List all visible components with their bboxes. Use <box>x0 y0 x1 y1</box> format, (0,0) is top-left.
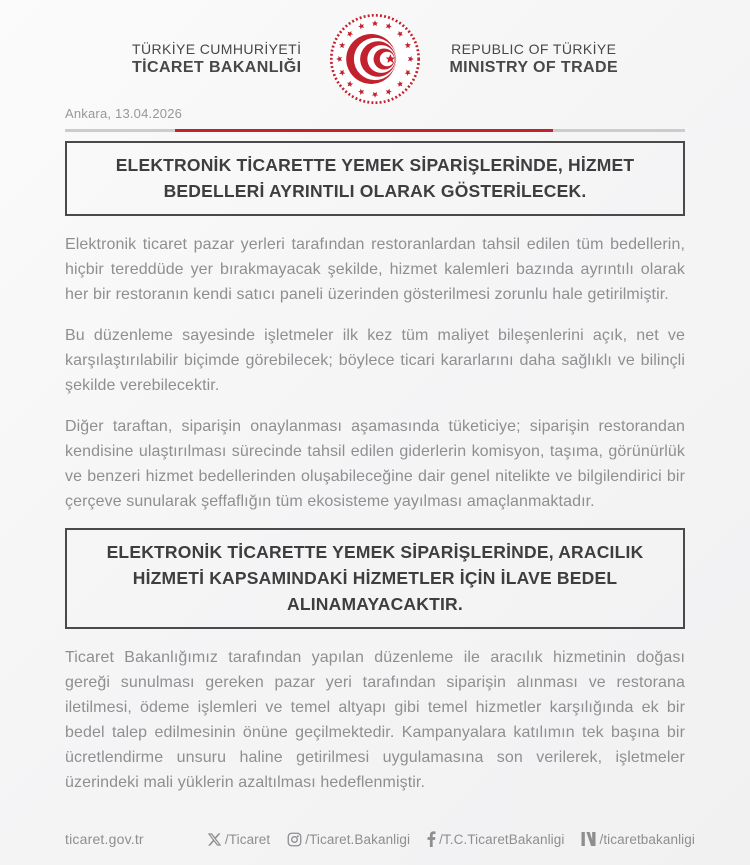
ministry-name-english <box>449 41 618 77</box>
ministry-of-trade-emblem-icon <box>327 11 423 107</box>
footer <box>0 831 750 865</box>
social-link-instagram[interactable] <box>287 832 410 847</box>
social-link-x[interactable] <box>207 832 270 847</box>
divider-rule <box>65 129 685 132</box>
social-handle: /ticaretbakanligi <box>599 831 695 847</box>
social-links <box>207 831 695 847</box>
ministry-name-en-line2: MINISTRY OF TRADE <box>449 59 619 76</box>
dateline: Ankara, 13.04.2026 <box>65 106 183 121</box>
headline-1: ELEKTRONİK TİCARETTE YEMEK SİPARİŞLERİNDE, HİZMET BEDELLERİ AYRINTILI OLARAK GÖSTERİLECEK. <box>115 155 635 201</box>
headline-box-2 <box>65 528 685 629</box>
header <box>0 0 750 104</box>
social-handle: /Ticaret <box>224 831 271 847</box>
website-link[interactable]: ticaret.gov.tr <box>65 831 144 847</box>
ministry-name-tr-line2: TİCARET BAKANLIĞI <box>131 59 302 76</box>
facebook-icon <box>427 831 436 847</box>
paragraph-2: Bu düzenleme sayesinde işletmeler ilk kez tüm maliyet bileşenlerini açık, net ve karşılaştırılabilir biçimde görebilecek; böylece ticari kararlarını daha sağlıklı ve bilinçli şekilde verebilecektir. <box>65 327 685 394</box>
social-handle: /T.C.TicaretBakanligi <box>439 831 565 847</box>
nsosyal-icon <box>581 832 596 846</box>
divider-red-segment <box>175 129 553 132</box>
paragraph-1: Elektronik ticaret pazar yerleri tarafından restoranlardan tahsil edilen tüm bedellerin, hiçbir tereddüde yer bırakmayacak şekilde, hizmet kalemleri bazında ayrıntılı olarak her bir restoranın kendi satıcı paneli üzerinden gösterilmesi zorunlu hale getirilmiştir. <box>65 236 685 303</box>
ministry-name-en-line1: REPUBLIC OF TÜRKİYE <box>451 41 617 57</box>
paragraph-3: Diğer taraftan, siparişin onaylanması aşamasında tüketiciye; siparişin restorandan kendisine ulaştırılması sürecinde tahsil edilen giderlerin komisyon, taşıma, görünürlük ve benzeri hizmet bedellerinden oluşabileceğine dair genel nitelikte ve bilgilendirici bir çerçeve sunularak şeffaflığın tüm ekosisteme yayılması amaçlanmaktadır. <box>65 418 685 510</box>
ministry-name-tr-line1: TÜRKİYE CUMHURİYETİ <box>132 41 302 57</box>
ministry-name-turkish <box>132 41 301 77</box>
headline-box-1 <box>65 141 685 216</box>
social-handle: /Ticaret.Bakanligi <box>305 831 411 847</box>
x-icon <box>207 832 222 847</box>
crescents-and-star <box>347 34 397 84</box>
social-link-nsosyal[interactable] <box>581 832 695 847</box>
social-link-facebook[interactable] <box>427 831 564 847</box>
paragraph-4: Ticaret Bakanlığımız tarafından yapılan düzenleme ile aracılık hizmetinin doğası gereği sunulması gereken pazar yeri tarafından siparişin alınması ve restorana iletilmesi, ödeme işlemleri ve temel altyapı gibi temel hizmetler karşılığında ek bir bedel talep edilmesinin önüne geçilmektedir. Kampanyalara katılımın tek başına bir ücretlendirme unsuru haline getirilmesi uygulamasına son verilerek, işletmeler üzerindeki mali yüklerin azaltılması hedeflenmiştir. <box>65 649 685 791</box>
instagram-icon <box>287 832 302 847</box>
headline-2: ELEKTRONİK TİCARETTE YEMEK SİPARİŞLERİNDE, ARACILIK HİZMETİ KAPSAMINDAKİ HİZMETLER İÇİN İLAVE BEDEL ALINAMAYACAKTIR. <box>106 542 644 614</box>
